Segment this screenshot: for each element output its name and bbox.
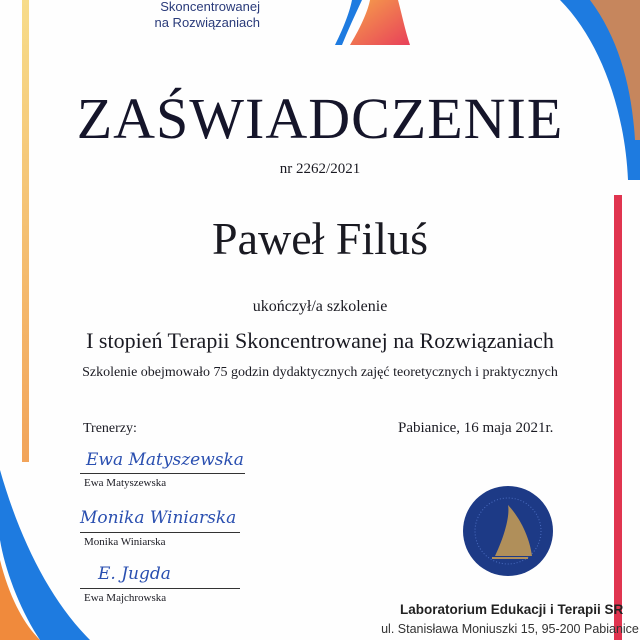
logo-text-line1: Skoncentrowanej bbox=[160, 0, 260, 14]
logo-text-line2: na Rozwiązaniach bbox=[154, 15, 260, 30]
signature-line bbox=[80, 532, 240, 533]
trainer-name: Ewa Majchrowska bbox=[84, 592, 167, 604]
signature-line bbox=[80, 588, 240, 589]
certificate-title: ZAŚWIADCZENIE bbox=[76, 86, 564, 151]
course-name: I stopień Terapii Skoncentrowanej na Rozwiązaniach bbox=[86, 328, 554, 353]
trainer-name: Ewa Matyszewska bbox=[84, 477, 167, 489]
recipient-name: Paweł Filuś bbox=[212, 213, 428, 264]
trainer-name: Monika Winiarska bbox=[84, 536, 166, 548]
trainer-signature: Monika Winiarska bbox=[80, 508, 237, 528]
certificate-number: nr 2262/2021 bbox=[279, 161, 361, 177]
logo-sail-icon bbox=[335, 0, 410, 45]
issuer-seal bbox=[463, 486, 553, 576]
trainers-label: Trenerzy: bbox=[83, 421, 137, 436]
signature-line bbox=[80, 473, 245, 474]
completed-text: ukończył/a szkolenie bbox=[252, 298, 388, 315]
issue-date: Pabianice, 16 maja 2021r. bbox=[398, 420, 554, 436]
trainer-signature: E. Jugda bbox=[98, 564, 171, 584]
trainer-signature: Ewa Matyszewska bbox=[86, 450, 244, 470]
issuer-address: ul. Stanisława Moniuszki 15, 95-200 Pabianice bbox=[381, 622, 639, 636]
issuer-name: Laboratorium Edukacji i Terapii SR bbox=[400, 602, 624, 617]
course-description: Szkolenie obejmowało 75 godzin dydaktycznych zajęć teoretycznych i praktycznych bbox=[82, 365, 558, 380]
